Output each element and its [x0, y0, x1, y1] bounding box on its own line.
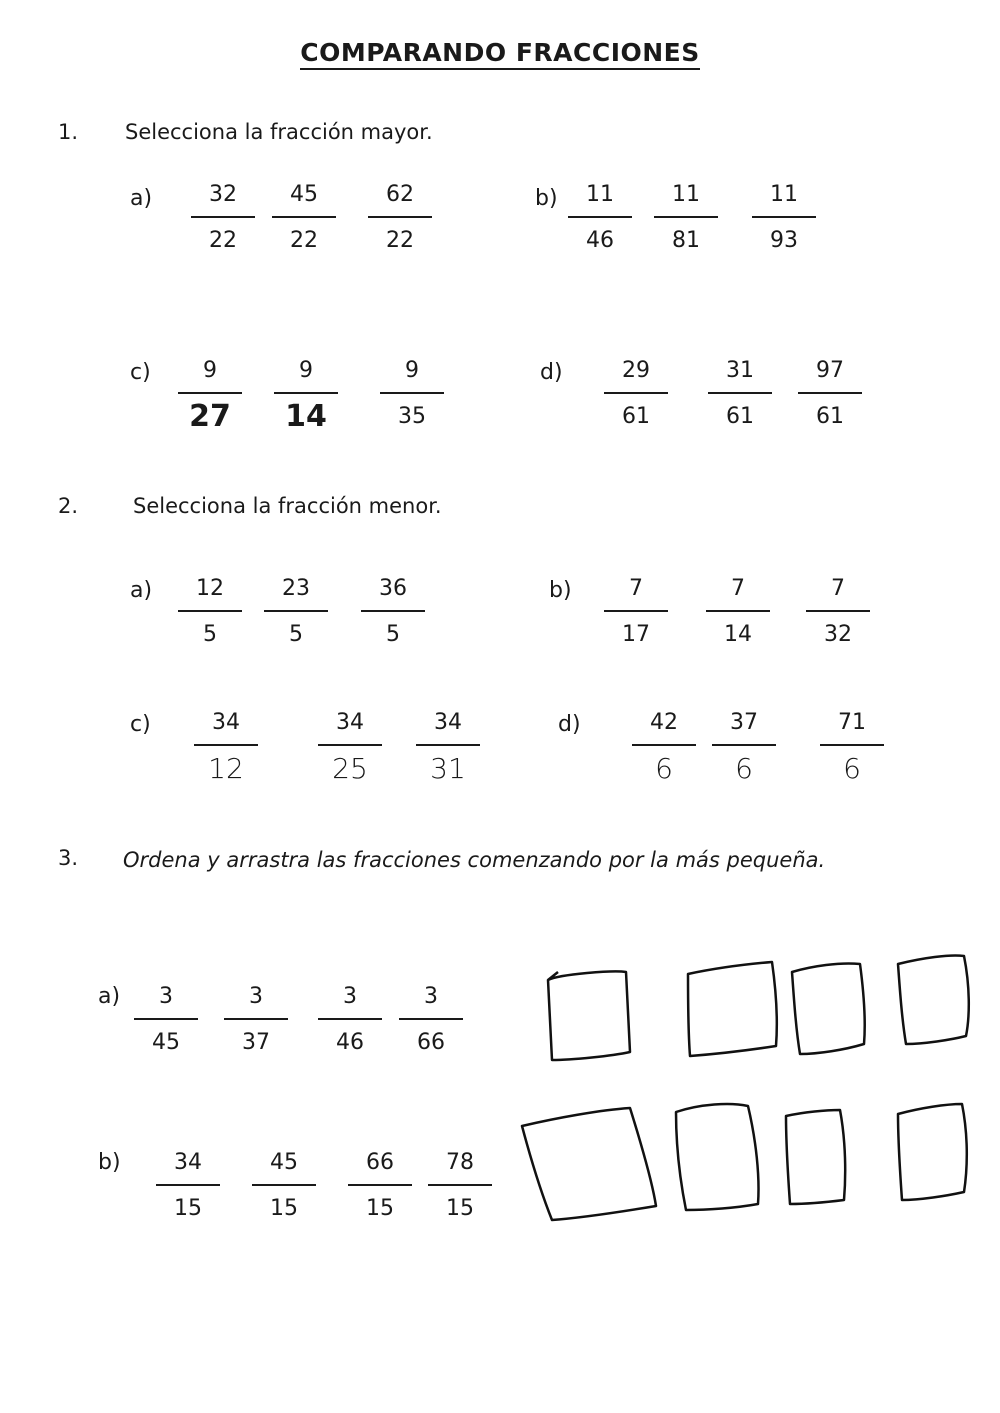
denominator: 35	[398, 404, 426, 429]
numerator: 42	[650, 710, 678, 735]
denominator: 25	[332, 752, 368, 785]
q3-b-fraction-2[interactable]	[246, 1150, 322, 1222]
fraction-bar	[806, 610, 870, 612]
q3-a-drop-box-2[interactable]	[688, 962, 777, 1056]
fraction-bar	[416, 744, 480, 746]
q1-number: 1.	[58, 120, 79, 144]
numerator: 34	[174, 1150, 202, 1175]
q2-instruction: Selecciona la fracción menor.	[133, 494, 442, 518]
fraction-bar	[252, 1184, 316, 1186]
q2-number: 2.	[58, 494, 79, 518]
q2-d-label: d)	[558, 712, 581, 737]
q3-b-fraction-3[interactable]	[342, 1150, 418, 1222]
fraction-bar	[752, 216, 816, 218]
fraction-bar	[156, 1184, 220, 1186]
q1-d-fraction-1[interactable]	[598, 358, 674, 430]
numerator: 3	[343, 984, 357, 1009]
numerator: 36	[379, 576, 407, 601]
q3-b-fraction-1[interactable]	[150, 1150, 226, 1222]
denominator: 46	[586, 228, 614, 253]
numerator: 9	[203, 358, 217, 383]
q2-c-label: c)	[130, 712, 151, 737]
numerator: 34	[336, 710, 364, 735]
denominator: 81	[672, 228, 700, 253]
q1-c-fraction-3[interactable]	[374, 358, 450, 430]
denominator: 66	[417, 1030, 445, 1055]
numerator: 97	[816, 358, 844, 383]
fraction-bar	[380, 392, 444, 394]
q1-a-fraction-3[interactable]	[362, 182, 438, 254]
fraction-bar	[361, 610, 425, 612]
denominator: 15	[446, 1196, 474, 1221]
fraction-bar	[134, 1018, 198, 1020]
denominator: 45	[152, 1030, 180, 1055]
numerator: 71	[838, 710, 866, 735]
q1-a-fraction-2[interactable]	[266, 182, 342, 254]
q3-b-drop-box-4[interactable]	[898, 1104, 967, 1200]
fraction-bar	[604, 610, 668, 612]
fraction-bar	[318, 1018, 382, 1020]
q2-c-fraction-2[interactable]	[312, 710, 388, 785]
fraction-bar	[568, 216, 632, 218]
q2-b-fraction-3[interactable]	[800, 576, 876, 648]
numerator: 7	[731, 576, 745, 601]
q3-a-fraction-1[interactable]	[128, 984, 204, 1056]
q1-b-fraction-2[interactable]	[648, 182, 724, 254]
q2-c-fraction-1[interactable]	[188, 710, 264, 785]
numerator: 29	[622, 358, 650, 383]
denominator: 15	[366, 1196, 394, 1221]
q1-c-label: c)	[130, 360, 151, 385]
numerator: 9	[405, 358, 419, 383]
q2-d-fraction-3[interactable]	[814, 710, 890, 785]
numerator: 3	[249, 984, 263, 1009]
fraction-bar	[264, 610, 328, 612]
denominator: 5	[386, 622, 400, 647]
denominator: 15	[270, 1196, 298, 1221]
q3-b-label: b)	[98, 1150, 121, 1175]
numerator: 11	[770, 182, 798, 207]
numerator: 12	[196, 576, 224, 601]
fraction-bar	[191, 216, 255, 218]
q3-instruction: Ordena y arrastra las fracciones comenzando por la más pequeña.	[123, 848, 826, 872]
q2-d-fraction-1[interactable]	[626, 710, 702, 785]
q3-b-drop-box-1[interactable]	[522, 1108, 656, 1220]
fraction-bar	[348, 1184, 412, 1186]
numerator: 9	[299, 358, 313, 383]
worksheet-title: COMPARANDO FRACCIONES	[0, 38, 1000, 67]
numerator: 11	[586, 182, 614, 207]
fraction-bar	[820, 744, 884, 746]
denominator: 32	[824, 622, 852, 647]
denominator: 14	[285, 399, 327, 434]
fraction-bar	[368, 216, 432, 218]
numerator: 3	[159, 984, 173, 1009]
numerator: 3	[424, 984, 438, 1009]
fraction-bar	[604, 392, 668, 394]
fraction-bar	[706, 610, 770, 612]
q2-b-label: b)	[549, 578, 572, 603]
denominator: 61	[622, 404, 650, 429]
denominator: 5	[289, 622, 303, 647]
q2-b-fraction-2[interactable]	[700, 576, 776, 648]
q3-a-label: a)	[98, 984, 121, 1009]
denominator: 22	[386, 228, 414, 253]
denominator: 27	[189, 399, 231, 434]
numerator: 23	[282, 576, 310, 601]
q1-b-label: b)	[535, 186, 558, 211]
q2-a-fraction-3[interactable]	[355, 576, 431, 648]
q3-a-fraction-4[interactable]	[393, 984, 469, 1056]
denominator: 61	[816, 404, 844, 429]
q3-a-fraction-2[interactable]	[218, 984, 294, 1056]
denominator: 15	[174, 1196, 202, 1221]
fraction-bar	[428, 1184, 492, 1186]
q1-b-fraction-1[interactable]	[562, 182, 638, 254]
numerator: 7	[629, 576, 643, 601]
denominator: 14	[724, 622, 752, 647]
numerator: 7	[831, 576, 845, 601]
fraction-bar	[318, 744, 382, 746]
numerator: 45	[290, 182, 318, 207]
q2-a-fraction-1[interactable]	[172, 576, 248, 648]
q1-c-fraction-2[interactable]	[268, 358, 344, 434]
numerator: 31	[726, 358, 754, 383]
numerator: 66	[366, 1150, 394, 1175]
denominator: 6	[735, 752, 753, 785]
denominator: 5	[203, 622, 217, 647]
q1-d-fraction-2[interactable]	[702, 358, 778, 430]
q1-instruction: Selecciona la fracción mayor.	[125, 120, 433, 144]
q2-a-label: a)	[130, 578, 153, 603]
fraction-bar	[272, 216, 336, 218]
denominator: 31	[430, 752, 466, 785]
fraction-bar	[178, 610, 242, 612]
q2-c-fraction-3[interactable]	[410, 710, 486, 785]
denominator: 61	[726, 404, 754, 429]
q2-b-fraction-1[interactable]	[598, 576, 674, 648]
q3-number: 3.	[58, 846, 79, 870]
q1-a-label: a)	[130, 186, 153, 211]
q1-d-fraction-3[interactable]	[792, 358, 868, 430]
q1-b-fraction-3[interactable]	[746, 182, 822, 254]
numerator: 34	[212, 710, 240, 735]
denominator: 17	[622, 622, 650, 647]
q1-a-fraction-1[interactable]	[185, 182, 261, 254]
fraction-bar	[708, 392, 772, 394]
denominator: 22	[209, 228, 237, 253]
numerator: 62	[386, 182, 414, 207]
denominator: 46	[336, 1030, 364, 1055]
denominator: 12	[208, 752, 244, 785]
denominator: 93	[770, 228, 798, 253]
fraction-bar	[654, 216, 718, 218]
q2-a-fraction-2[interactable]	[258, 576, 334, 648]
fraction-bar	[632, 744, 696, 746]
numerator: 78	[446, 1150, 474, 1175]
q3-b-fraction-4[interactable]	[422, 1150, 498, 1222]
q3-b-drop-box-3[interactable]	[786, 1110, 845, 1204]
numerator: 37	[730, 710, 758, 735]
denominator: 22	[290, 228, 318, 253]
fraction-bar	[798, 392, 862, 394]
fraction-bar	[399, 1018, 463, 1020]
fraction-bar	[194, 744, 258, 746]
numerator: 34	[434, 710, 462, 735]
denominator: 6	[655, 752, 673, 785]
numerator: 45	[270, 1150, 298, 1175]
q1-c-fraction-1[interactable]	[172, 358, 248, 434]
numerator: 32	[209, 182, 237, 207]
denominator: 37	[242, 1030, 270, 1055]
q3-a-drop-box-1[interactable]	[548, 971, 630, 1060]
q2-d-fraction-2[interactable]	[706, 710, 782, 785]
numerator: 11	[672, 182, 700, 207]
fraction-bar	[712, 744, 776, 746]
q3-a-drop-box-3[interactable]	[792, 963, 865, 1054]
fraction-bar	[274, 392, 338, 394]
fraction-bar	[178, 392, 242, 394]
q3-a-fraction-3[interactable]	[312, 984, 388, 1056]
denominator: 6	[843, 752, 861, 785]
q3-a-drop-box-4[interactable]	[898, 955, 969, 1044]
fraction-bar	[224, 1018, 288, 1020]
q1-d-label: d)	[540, 360, 563, 385]
q3-b-drop-box-2[interactable]	[676, 1104, 759, 1210]
